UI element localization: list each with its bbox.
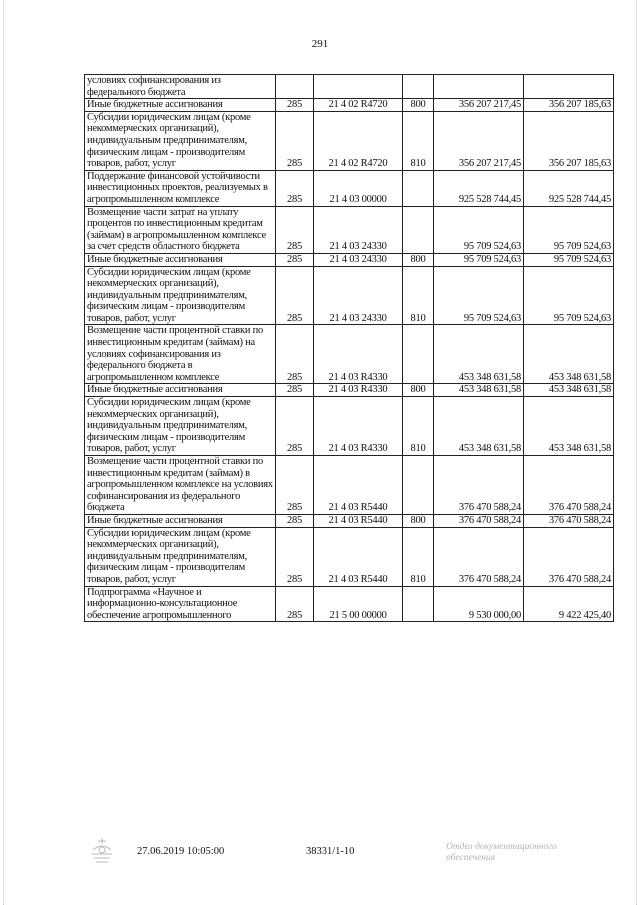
row-sum-2019-cell: 356 207 217,45 bbox=[434, 111, 524, 170]
row-ved-cell: 285 bbox=[276, 206, 314, 253]
row-sum-executed-cell: 925 528 744,45 bbox=[524, 170, 614, 206]
row-name-cell: Подпрограмма «Научное и информационно-консультационное обеспечение агропромышленного bbox=[85, 586, 276, 622]
row-name-cell: Иные бюджетные ассигнования bbox=[85, 253, 276, 266]
page-number: 291 bbox=[311, 38, 329, 50]
row-sum-executed-cell: 453 348 631,58 bbox=[524, 397, 614, 456]
budget-table bbox=[84, 74, 614, 622]
table-row bbox=[85, 75, 614, 99]
row-csr-cell: 21 4 03 24330 bbox=[314, 206, 403, 253]
table-row bbox=[85, 397, 614, 456]
row-sum-2019-cell: 453 348 631,58 bbox=[434, 384, 524, 397]
row-ved-cell: 285 bbox=[276, 99, 314, 112]
row-name-cell: Субсидии юридическим лицам (кроме некоммерческих организаций), индивидуальным предпринимателям, физическим лицам - производителям товаров, работ, услуг bbox=[85, 266, 276, 325]
row-csr-cell: 21 5 00 00000 bbox=[314, 586, 403, 622]
row-vr-cell bbox=[403, 170, 434, 206]
table-row bbox=[85, 527, 614, 586]
table-row bbox=[85, 514, 614, 527]
row-csr-cell: 21 4 02 R4720 bbox=[314, 99, 403, 112]
footer-datetime: 27.06.2019 10:05:00 bbox=[137, 846, 225, 857]
row-vr-cell: 800 bbox=[403, 514, 434, 527]
table-row bbox=[85, 253, 614, 266]
row-csr-cell: 21 4 03 R4330 bbox=[314, 384, 403, 397]
row-ved-cell: 285 bbox=[276, 527, 314, 586]
row-vr-cell: 810 bbox=[403, 266, 434, 325]
row-vr-cell bbox=[403, 456, 434, 515]
table-row bbox=[85, 384, 614, 397]
row-csr-cell: 21 4 03 R4330 bbox=[314, 397, 403, 456]
row-csr-cell: 21 4 03 00000 bbox=[314, 170, 403, 206]
row-sum-executed-cell: 95 709 524,63 bbox=[524, 206, 614, 253]
row-sum-executed-cell: 9 422 425,40 bbox=[524, 586, 614, 622]
row-name-cell: условиях софинансирования из федерального бюджета bbox=[85, 75, 276, 99]
row-ved-cell: 285 bbox=[276, 397, 314, 456]
row-csr-cell: 21 4 03 24330 bbox=[314, 266, 403, 325]
row-vr-cell: 810 bbox=[403, 111, 434, 170]
row-sum-executed-cell bbox=[524, 75, 614, 99]
footer-doc-number: 38331/1-10 bbox=[306, 846, 355, 857]
row-name-cell: Поддержание финансовой устойчивости инвестиционных проектов, реализуемых в агропромышленном комплексе bbox=[85, 170, 276, 206]
row-vr-cell: 800 bbox=[403, 384, 434, 397]
footer-faded-stamp-text: Отдел документационного обеспечения bbox=[446, 842, 557, 863]
row-vr-cell bbox=[403, 75, 434, 99]
row-vr-cell bbox=[403, 325, 434, 384]
row-name-cell: Субсидии юридическим лицам (кроме некоммерческих организаций), индивидуальным предпринимателям, физическим лицам - производителям товаров, работ, услуг bbox=[85, 397, 276, 456]
row-name-cell: Возмещение части процентной ставки по инвестиционным кредитам (займам) в агропромышленном комплексе на условиях софинансирования из федерального бюджета bbox=[85, 456, 276, 515]
row-sum-2019-cell bbox=[434, 75, 524, 99]
table-row bbox=[85, 206, 614, 253]
row-name-cell: Субсидии юридическим лицам (кроме некоммерческих организаций), индивидуальным предпринимателям, физическим лицам - производителям товаров, работ, услуг bbox=[85, 527, 276, 586]
row-sum-2019-cell: 95 709 524,63 bbox=[434, 266, 524, 325]
row-name-cell: Иные бюджетные ассигнования bbox=[85, 99, 276, 112]
row-vr-cell bbox=[403, 206, 434, 253]
row-sum-executed-cell: 95 709 524,63 bbox=[524, 266, 614, 325]
page-edge-right bbox=[636, 0, 637, 905]
row-sum-2019-cell: 356 207 217,45 bbox=[434, 99, 524, 112]
row-sum-2019-cell: 453 348 631,58 bbox=[434, 325, 524, 384]
row-name-cell: Возмещение части затрат на уплату процентов по инвестиционным кредитам (займам) в агропромышленном комплексе за счет средств областного бюджета bbox=[85, 206, 276, 253]
row-sum-executed-cell: 356 207 185,63 bbox=[524, 111, 614, 170]
row-sum-executed-cell: 356 207 185,63 bbox=[524, 99, 614, 112]
row-csr-cell: 21 4 03 24330 bbox=[314, 253, 403, 266]
row-name-cell: Иные бюджетные ассигнования bbox=[85, 514, 276, 527]
row-sum-executed-cell: 453 348 631,58 bbox=[524, 384, 614, 397]
table-row bbox=[85, 111, 614, 170]
row-sum-2019-cell: 376 470 588,24 bbox=[434, 527, 524, 586]
table-row bbox=[85, 586, 614, 622]
row-ved-cell: 285 bbox=[276, 384, 314, 397]
row-csr-cell bbox=[314, 75, 403, 99]
row-ved-cell: 285 bbox=[276, 325, 314, 384]
row-sum-executed-cell: 376 470 588,24 bbox=[524, 456, 614, 515]
row-vr-cell: 800 bbox=[403, 253, 434, 266]
row-sum-2019-cell: 95 709 524,63 bbox=[434, 206, 524, 253]
stamp-icon bbox=[88, 836, 116, 866]
row-sum-2019-cell: 9 530 000,00 bbox=[434, 586, 524, 622]
row-sum-2019-cell: 376 470 588,24 bbox=[434, 514, 524, 527]
row-csr-cell: 21 4 03 R5440 bbox=[314, 527, 403, 586]
row-ved-cell: 285 bbox=[276, 514, 314, 527]
table-row bbox=[85, 99, 614, 112]
row-csr-cell: 21 4 03 R5440 bbox=[314, 456, 403, 515]
row-sum-2019-cell: 95 709 524,63 bbox=[434, 253, 524, 266]
row-sum-executed-cell: 95 709 524,63 bbox=[524, 253, 614, 266]
row-ved-cell: 285 bbox=[276, 253, 314, 266]
row-vr-cell: 800 bbox=[403, 99, 434, 112]
table-row bbox=[85, 456, 614, 515]
row-csr-cell: 21 4 02 R4720 bbox=[314, 111, 403, 170]
row-vr-cell bbox=[403, 586, 434, 622]
row-ved-cell bbox=[276, 75, 314, 99]
row-ved-cell: 285 bbox=[276, 170, 314, 206]
row-ved-cell: 285 bbox=[276, 456, 314, 515]
row-name-cell: Субсидии юридическим лицам (кроме некоммерческих организаций), индивидуальным предпринимателям, физическим лицам - производителям товаров, работ, услуг bbox=[85, 111, 276, 170]
row-sum-2019-cell: 453 348 631,58 bbox=[434, 397, 524, 456]
row-name-cell: Иные бюджетные ассигнования bbox=[85, 384, 276, 397]
table-row bbox=[85, 325, 614, 384]
row-csr-cell: 21 4 03 R5440 bbox=[314, 514, 403, 527]
row-sum-2019-cell: 376 470 588,24 bbox=[434, 456, 524, 515]
row-sum-executed-cell: 453 348 631,58 bbox=[524, 325, 614, 384]
row-vr-cell: 810 bbox=[403, 527, 434, 586]
row-ved-cell: 285 bbox=[276, 111, 314, 170]
row-name-cell: Возмещение части процентной ставки по инвестиционным кредитам (займам) на условиях софинансирования из федерального бюджета в агропромышленном комплексе bbox=[85, 325, 276, 384]
row-sum-executed-cell: 376 470 588,24 bbox=[524, 527, 614, 586]
row-vr-cell: 810 bbox=[403, 397, 434, 456]
row-csr-cell: 21 4 03 R4330 bbox=[314, 325, 403, 384]
row-ved-cell: 285 bbox=[276, 586, 314, 622]
row-ved-cell: 285 bbox=[276, 266, 314, 325]
table-row bbox=[85, 170, 614, 206]
row-sum-executed-cell: 376 470 588,24 bbox=[524, 514, 614, 527]
row-sum-2019-cell: 925 528 744,45 bbox=[434, 170, 524, 206]
table-row bbox=[85, 266, 614, 325]
page-edge-left bbox=[3, 0, 4, 905]
